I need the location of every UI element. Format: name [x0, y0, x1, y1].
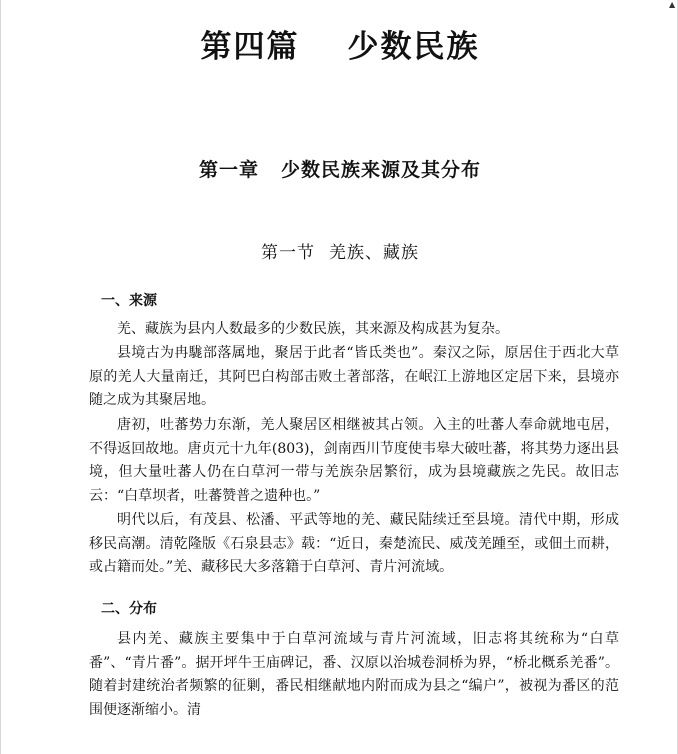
scroll-arrow-icon[interactable]: ▲ [669, 0, 676, 9]
chapter-name: 少数民族来源及其分布 [281, 159, 482, 181]
subsection-heading-distribution: 二、分布 [101, 601, 157, 617]
subsection-heading-origin: 一、来源 [101, 293, 157, 309]
paragraph: 唐初，吐蕃势力东渐，羌人聚居区相继被其占领。入主的吐蕃人奉命就地屯居，不得返回故地。唐贞元十九年(803)，剑南西川节度使韦皋大破吐蕃，将其势力逐出县境，但大量吐蕃人仍在白草河一带与羌族杂居繁衍，成为县境藏族之先民。故旧志云：“白草坝者，吐蕃赞普之遗种也。” [89, 417, 619, 504]
section-title [1, 241, 678, 265]
chapter-number: 第一章 [198, 159, 259, 181]
part-title [1, 27, 678, 67]
part-name: 少数民族 [347, 29, 480, 65]
paragraph: 县内羌、藏族主要集中于白草河流域与青片河流域，旧志将其统称为“白草番”、“青片番”。据开坪牛王庙碑记，番、汉原以治城卷洞桥为界，“桥北概系羌番”。随着封建统治者频繁的征剿，番民相继献地内附而成为县之“编户”，被视为番区的范围便逐渐缩小。清 [89, 631, 619, 718]
section-number: 第一节 [261, 243, 315, 263]
paragraph: 明代以后，有茂县、松潘、平武等地的羌、藏民陆续迁至县境。清代中期，形成移民高潮。清乾隆版《石泉县志》载：“近日，秦楚流民、威茂羌踵至，或佃土而耕，或占籍而处。”羌、藏移民大多落籍于白草河、青片河流域。 [89, 512, 619, 576]
chapter-title [1, 157, 678, 183]
part-number: 第四篇 [200, 29, 300, 65]
paragraph: 县境古为冉駹部落属地，聚居于此者“皆氐类也”。秦汉之际，原居住于西北大草原的羌人大量南迁，其阿巴白构部击败土著部落，在岷江上游地区定居下来，县境亦随之成为其聚居地。 [89, 345, 619, 409]
paragraph: 羌、藏族为县内人数最多的少数民族，其来源及构成甚为复杂。 [117, 321, 509, 337]
section-name: 羌族、藏族 [329, 243, 419, 263]
